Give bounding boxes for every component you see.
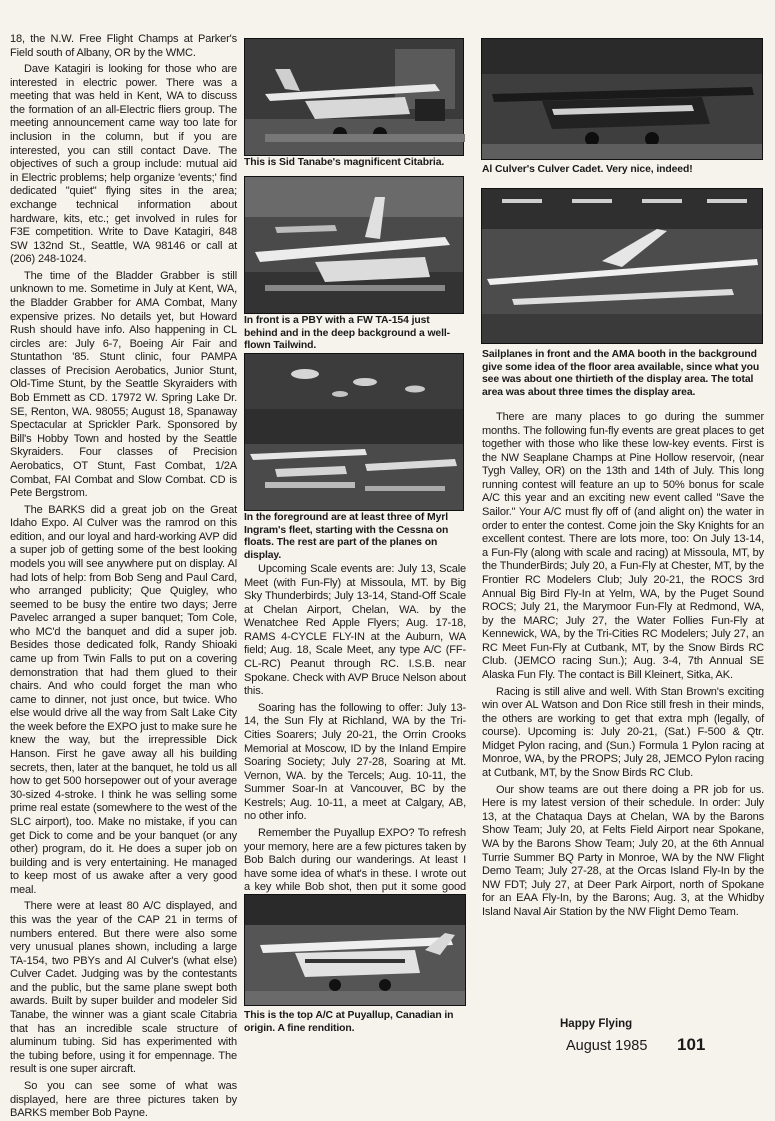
paragraph: Racing is still alive and well. With Stan Brown's exciting win over AL Watson and Don Rice still fresh in their minds, the others are working to get that extra mph (legally, of course). Upcoming is: July 20-21, (Sat.) F-500 & Qtr. Midget Pylon racing, and (Sun.) Formula 1 Pylon racing at Monroe, WA, by the PROPS; July 28, JEMCO Pylon racing at Cutbank, MT, by the Snow Birds RC Club. (482, 685, 764, 780)
photo-caption: In the foreground are at least three of Myrl Ingram's fleet, starting with the Cessna on floats. The rest are part of the planes on display. (244, 512, 449, 561)
photo-caption: Al Culver's Culver Cadet. Very nice, indeed! (482, 164, 693, 175)
paragraph: Soaring has the following to offer: July 13-14, the Sun Fly at Richland, WA by the Tri-Cities Soarers; July 20-21, the Orrin Crooks Memorial at Moscow, ID by the Inland Empire Soaring Society; July 27-28, Soaring at Mt. Vernon, WA. by the Tercels; Aug. 10-11, the Summer Soar-In at Vancouver, BC by the Kestrels; Aug. 10-11, a meet at Calgary, AB, no other info. (244, 701, 466, 823)
left-column (10, 33, 237, 1120)
signoff: Happy Flying (560, 1018, 633, 1030)
paragraph: Our show teams are out there doing a PR job for us. Here is my latest version of their schedule. In order: July 13, at the Chataqua Days at Chelan, WA by the Barons Show Team; July 20, at Felts Field Airport near Spokane, WA by the Barons Show Team; July 20, at the 6th Annual Turrie Summer BQ Party in Monroe, WA by the NW Flight Demo Team; July 27-28, at the Orcas Island Fly-In by the NW FDT; July 27, at Deer Park Airport, north of Spokane for an EAA Fly-In, by the Barons; Aug. 3, at the Whidby Island Naval Air Station by the NW Flight Demo Team. (482, 783, 764, 918)
photo-caption: This is Sid Tanabe's magnificent Citabria. (244, 157, 445, 168)
paragraph: The time of the Bladder Grabber is still unknown to me. Sometime in July at Kent, WA, the Bladder Grabber for AMA Combat, Many expensive prizes. No details yet, but Howard Rush should have info. Also happening in CL circles are: July 6-7, Boeing Air Fair and Stuntathon '85. Stunt clinic, four PAMPA classes of Precision Aerobatics, Junior Stunt, Old-Time Stunt, by the Seattle Skyraiders with Bob Emmett as CD. 17972 W. Spring Lake Dr. SE, Renton, WA. 98055; August 18, Spanaway Spectacular at Sprickler Park. Sponsored by Bill's Hobby Town and hosted by the Seattle Skyraiders. Four classes of Precision Aerobatics, OT Stunt, Fast Combat, 1/2A Combat, FAI Combat and Slow Combat. CD is Pete Bergstrom. (10, 269, 237, 500)
issue-date: August 1985 (566, 1038, 648, 1054)
paragraph: Remember the Puyallup EXPO? To refresh your memory, here are a few pictures taken by Bob Balch during our wanderings. At least I have some idea of what's in these. I wrote out a key while Bob shot, then put it some good (244, 826, 466, 894)
paragraph: There are many places to go during the summer months. The following fun-fly events are great places to get together with those who like these low-key events. First is the NW Seaplane Champs at Pine Hollow reservoir, (near Tygh Valley, OR) on the 13th and 14th of July. This long running contest will feature an up to 50% bonus for scale A/C this year and an exciting new event called "Save the Sailor." Your A/C must fly off of (and alight on) the water in order to enter the contest. Come join the Sky Knights for an excellent contest. There are lots more, too: On July 13-14, a Fun-Fly (along with scale and racing) at Missoula, MT, by the ThunderBirds; July 20, a Fun-Fly at Chester, MT, by the Frontier RC Modelers Club; July 20-21, the ROCS 3rd Annual Big Bird Fly-In at Yelm, WA, by the Puget Sound ROCS; July 21, the Marymoor Fun-Fly at Redmond, WA, by the MARC; July 27, the Water Follies Fun-Fly at Kennewick, WA, by the Tri-Cities RC Modelers; July 27, an RC Meet Fun-Fly at Cutbank, MT, by the Snow Birds RC Club. (JEMCO racing Sun.); Aug. 3-4, 7th Annual SE Alaska Fun Fly. The contact is Bill Kleinert, Sitka, AK. (482, 411, 764, 681)
paragraph: Dave Katagiri is looking for those who are interested in electric power. There was a meeting that was held in Kent, WA to discuss the formation of an all-Electric fliers group. The meeting announcement came way too late for inclusion in the column, but if you are interested, you can still contact Dave. The objectives of such a group include: mutual aid in Electric problems; help organize 'events;' find dedicated "quiet" flying sites in the area; exchange technical information about hardware, kits, etc.; get involved in rules for F3E competition. Write to Dave Katagiri, 848 SW 132nd St., Seattle, WA 98146 or call at (206) 248-1024. (10, 63, 237, 266)
photo-pby (244, 176, 464, 314)
paragraph: The BARKS did a great job on the Great Idaho Expo. Al Culver was the ramrod on this edition, and our loyal and hard-working AVP did a super job of getting some of the best looking models you will see anywhere put on display. Al had lots of help: from Bob Seng and Paul Card, who arranged publicity; Que Quigley, who seemed to be busy the entire two days; Jerre Pavelec arranged a super banquet; Tom Cole, who MC'd the banquet and did a super job. Besides those dedicated folk, Randy Shioaki came up from Twin Falls to put on a covering demonstration that had them glued to their chairs. And who could forget the man who came to dinner, not just once, but twice. Who else would drive all the way from Salt Lake City the week before the EXPO just to make sure he knew the way, but the irrepressible Dick Hanson. First he gave away all his building secrets, then, later at the banquet, he told us all how to get 500 horsepower out of your average 30-sized 4-stroke. I think he was selling some prime real estate (somewhere to the west of the SLC airport), too. Make no mistake, if you can get Dick to come and be your banquet (or any other) program, do it. He does a super job on building and is very entertaining. He managed to keep most of us awake after a very good meal. (10, 503, 237, 896)
photo-caption: In front is a PBY with a FW TA-154 just behind and in the deep background a well-flown Tailwind. (244, 315, 451, 352)
photo-caption: This is the top A/C at Puyallup, Canadian in origin. A fine rendition. (244, 1010, 454, 1034)
middle-column-text (244, 563, 466, 893)
paragraph: 18, the N.W. Free Flight Champs at Parker's Field south of Albany, OR by the WMC. (10, 33, 237, 59)
photo-caption: Sailplanes in front and the AMA booth in the background give some idea of the floor area available, since what you see was about one thirtieth of the display area. The total area was about three times the display area. (482, 349, 760, 398)
photo-sailplanes (481, 188, 763, 344)
page-number: 101 (677, 1035, 706, 1054)
paragraph: Upcoming Scale events are: July 13, Scale Meet (with Fun-Fly) at Missoula, MT. by Big Sky Thunderbirds; July 13-14, Stand-Off Scale at Chelan Airport, Chelan, WA. by the Wenatchee Red Apple Flyers; Aug. 17-18, RAMS 4-CYCLE FLY-IN at the Auburn, WA field; Aug. 18, Scale Meet, any type A/C (FF-CL-RC) Peanut through RC. I.S.B. near Spokane. Check with AVP Bruce Nelson about this. (244, 563, 466, 698)
paragraph: So you can see some of what was displayed, here are three pictures taken by BARKS member Bob Payne. (10, 1079, 237, 1120)
photo-ingram-fleet (244, 353, 464, 511)
paragraph: There were at least 80 A/C displayed, and this was the year of the CAP 21 in terms of numbers entered. But there were also some very unusual planes shown, including a large TA-154, two PBYs and Al Culver's (what else) Culver Cadet. Judging was by the contestants and the public, but the same plane swept both awards. Built by super builder and modeler Sid Tanabe, the winner was a giant scale Citabria that has an incredible scale structure of aluminum tubing. Sid has experimented with the tubing before, using it for empennage. The result is one super aircraft. (10, 900, 237, 1076)
photo-culver-cadet (481, 38, 763, 160)
photo-citabria (244, 38, 464, 156)
right-column-text (482, 411, 764, 1015)
photo-puyallup-top (244, 894, 466, 1006)
